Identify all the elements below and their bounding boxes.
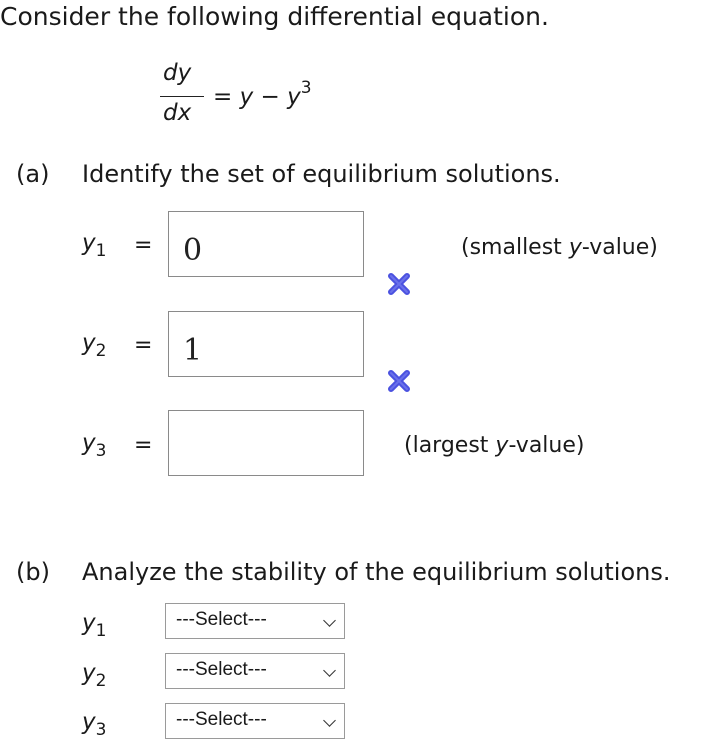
smallest-value-note: (smallest y-value) xyxy=(461,235,658,260)
part-b-y3-label: $y_3$ xyxy=(82,709,107,740)
stability-select-y3[interactable] xyxy=(165,703,345,739)
part-a-y3-equals: = xyxy=(134,433,153,458)
part-a-y3-label: $y_3$ xyxy=(82,430,107,461)
part-b-y1-label: $y_1$ xyxy=(82,610,107,641)
chevron-down-icon xyxy=(323,614,336,627)
part-a-y1-equals: = xyxy=(134,233,153,258)
answer-input-y3[interactable] xyxy=(168,410,364,476)
equation-exponent: 3 xyxy=(300,78,312,98)
answer-input-y2[interactable] xyxy=(168,311,364,377)
equation-minus: − xyxy=(260,84,280,110)
part-a-y2-equals: = xyxy=(134,333,153,358)
x-mark-icon xyxy=(387,369,411,393)
stability-select-y2[interactable] xyxy=(165,653,345,689)
part-b-y2-label: $y_2$ xyxy=(82,660,107,691)
chevron-down-icon xyxy=(323,714,336,727)
part-a-prompt: Identify the set of equilibrium solutions. xyxy=(82,160,561,188)
equation-numerator: dy xyxy=(163,60,192,86)
equation-rhs xyxy=(213,78,312,110)
chevron-down-icon xyxy=(323,664,336,677)
select-value: ---Select--- xyxy=(176,709,267,730)
x-mark-icon xyxy=(387,272,411,296)
equation-rhs-var2: y xyxy=(287,84,301,110)
equation-denominator: dx xyxy=(163,100,192,126)
answer-input-y1[interactable] xyxy=(168,211,364,277)
part-a-label: (a) xyxy=(16,160,50,188)
stability-select-y1[interactable] xyxy=(165,603,345,639)
intro-text: Consider the following differential equation. xyxy=(0,2,549,31)
fraction-bar xyxy=(160,96,204,97)
largest-value-note: (largest y-value) xyxy=(404,433,585,458)
select-value: ---Select--- xyxy=(176,659,267,680)
part-b-label: (b) xyxy=(16,558,50,586)
part-a-y2-label: $y_2$ xyxy=(82,330,107,361)
part-a-y1-label: $y_1$ xyxy=(82,230,107,261)
equation-rhs-var1: y xyxy=(239,84,254,110)
part-b-prompt: Analyze the stability of the equilibrium solutions. xyxy=(82,558,671,586)
select-value: ---Select--- xyxy=(176,609,267,630)
equation-equals: = xyxy=(213,84,233,110)
